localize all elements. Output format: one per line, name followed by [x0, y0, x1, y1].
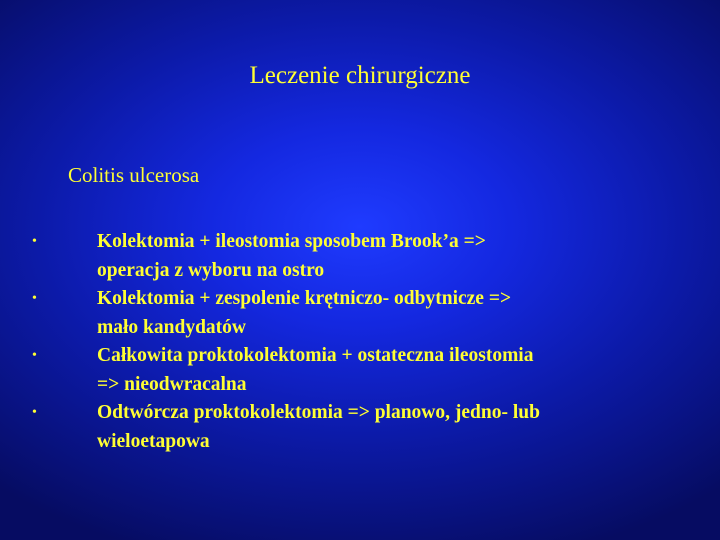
bullet-line: Całkowita proktokolektomia + ostateczna ileostomia: [97, 345, 534, 366]
bullet-item: [0, 228, 720, 285]
bullet-text: [97, 228, 657, 285]
bullet-dot-icon: •: [32, 348, 37, 363]
bullet-text: [97, 399, 657, 456]
bullet-item: [0, 399, 720, 456]
bullet-line: wieloetapowa: [97, 430, 210, 452]
bullet-list: [0, 228, 720, 456]
bullet-line: Odtwórcza proktokolektomia => planowo, jedno- lub: [97, 402, 540, 423]
bullet-line: => nieodwracalna: [97, 373, 247, 395]
bullet-item: [0, 342, 720, 399]
bullet-dot-icon: •: [32, 405, 37, 420]
slide-title: Leczenie chirurgiczne: [249, 62, 471, 89]
bullet-line: operacja z wyboru na ostro: [97, 259, 325, 281]
bullet-dot-icon: •: [32, 291, 37, 306]
bullet-item: [0, 285, 720, 342]
bullet-text: [97, 285, 657, 342]
bullet-text: [97, 342, 657, 399]
bullet-line: Kolektomia + zespolenie krętniczo- odbytnicze =>: [97, 288, 512, 309]
bullet-line: mało kandydatów: [97, 316, 246, 338]
slide-subtitle: Colitis ulcerosa: [68, 163, 200, 187]
bullet-dot-icon: •: [32, 234, 37, 249]
bullet-line: Kolektomia + ileostomia sposobem Brook’a =>: [97, 231, 486, 252]
